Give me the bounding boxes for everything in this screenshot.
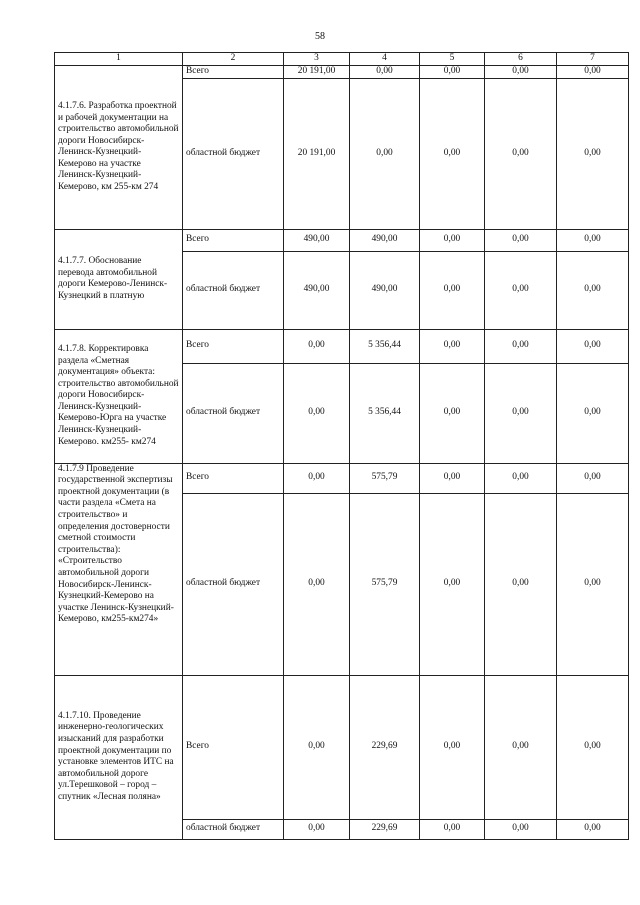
budget-table xyxy=(54,52,629,840)
value-cell: 0,00 xyxy=(485,675,557,819)
value-cell: 0,00 xyxy=(420,329,485,363)
budget-label: областной бюджет xyxy=(183,819,284,839)
total-label: Всего xyxy=(183,229,284,251)
budget-label: областной бюджет xyxy=(183,363,284,463)
total-label: Всего xyxy=(183,66,284,79)
value-cell: 0,00 xyxy=(350,66,420,79)
value-cell: 0,00 xyxy=(557,66,629,79)
value-cell: 0,00 xyxy=(557,675,629,819)
total-label: Всего xyxy=(183,675,284,819)
value-cell: 0,00 xyxy=(284,493,350,675)
table-row xyxy=(55,675,629,819)
value-cell: 575,79 xyxy=(350,493,420,675)
column-header: 4 xyxy=(350,53,420,66)
table-row xyxy=(55,463,629,493)
value-cell: 0,00 xyxy=(557,463,629,493)
value-cell: 0,00 xyxy=(420,78,485,229)
value-cell: 490,00 xyxy=(284,251,350,329)
value-cell: 0,00 xyxy=(557,229,629,251)
column-header: 5 xyxy=(420,53,485,66)
value-cell: 0,00 xyxy=(284,463,350,493)
value-cell: 0,00 xyxy=(350,78,420,229)
value-cell: 0,00 xyxy=(485,493,557,675)
value-cell: 0,00 xyxy=(557,819,629,839)
value-cell: 0,00 xyxy=(284,329,350,363)
budget-label: областной бюджет xyxy=(183,493,284,675)
value-cell: 0,00 xyxy=(420,819,485,839)
budget-label: областной бюджет xyxy=(183,251,284,329)
page-number: 58 xyxy=(315,31,325,42)
budget-label: областной бюджет xyxy=(183,78,284,229)
value-cell: 0,00 xyxy=(420,251,485,329)
value-cell: 229,69 xyxy=(350,675,420,819)
table-row xyxy=(55,229,629,251)
item-name: 4.1.7.9 Проведение государственной экспертизы проектной документации (в части раздела «Смета на строительство» и определения достоверности сметной стоимости строительства): «Строительство автомобильной дороги Новосибирск-Ленинск-Кузнецкий-Кемерово на участке Ленинск-Кузнецкий-Кемерово, км255-км274» xyxy=(55,463,183,675)
value-cell: 490,00 xyxy=(350,251,420,329)
table-row xyxy=(55,66,629,79)
item-name: 4.1.7.6. Разработка проектной и рабочей документации на строительство автомобильной дороги Новосибирск-Ленинск-Кузнецкий-Кемерово на участке Ленинск-Кузнецкий-Кемерово, км 255-км 274 xyxy=(55,66,183,230)
value-cell: 0,00 xyxy=(420,66,485,79)
value-cell: 5 356,44 xyxy=(350,363,420,463)
value-cell: 490,00 xyxy=(350,229,420,251)
header-row xyxy=(55,53,629,66)
column-header: 6 xyxy=(485,53,557,66)
value-cell: 0,00 xyxy=(485,229,557,251)
value-cell: 0,00 xyxy=(485,463,557,493)
value-cell: 0,00 xyxy=(485,78,557,229)
value-cell: 229,69 xyxy=(350,819,420,839)
value-cell: 0,00 xyxy=(485,251,557,329)
column-header: 7 xyxy=(557,53,629,66)
value-cell: 0,00 xyxy=(485,66,557,79)
value-cell: 20 191,00 xyxy=(284,66,350,79)
value-cell: 0,00 xyxy=(420,229,485,251)
value-cell: 0,00 xyxy=(485,819,557,839)
column-header: 3 xyxy=(284,53,350,66)
item-name: 4.1.7.10. Проведение инженерно-геологических изысканий для разработки проектной документации по установке элементов ИТС на автомобильной дороге ул.Терешковой – город – спутник «Лесная поляна» xyxy=(55,675,183,839)
value-cell: 0,00 xyxy=(485,363,557,463)
item-name: 4.1.7.8. Корректировка раздела «Сметная документация» объекта: строительство автомобильной дороги Новосибирск-Ленинск-Кузнецкий-Кемерово-Юрга на участке Ленинск-Кузнецкий-Кемерово. км255- км274 xyxy=(55,329,183,463)
value-cell: 0,00 xyxy=(557,251,629,329)
value-cell: 0,00 xyxy=(557,329,629,363)
value-cell: 0,00 xyxy=(284,363,350,463)
item-name: 4.1.7.7. Обоснование перевода автомобильной дороги Кемерово-Ленинск-Кузнецкий в платную xyxy=(55,229,183,329)
value-cell: 0,00 xyxy=(557,78,629,229)
value-cell: 0,00 xyxy=(557,363,629,463)
column-header: 2 xyxy=(183,53,284,66)
value-cell: 575,79 xyxy=(350,463,420,493)
value-cell: 0,00 xyxy=(420,675,485,819)
value-cell: 490,00 xyxy=(284,229,350,251)
column-header: 1 xyxy=(55,53,183,66)
value-cell: 0,00 xyxy=(420,463,485,493)
total-label: Всего xyxy=(183,463,284,493)
total-label: Всего xyxy=(183,329,284,363)
value-cell: 0,00 xyxy=(420,363,485,463)
value-cell: 20 191,00 xyxy=(284,78,350,229)
value-cell: 0,00 xyxy=(284,819,350,839)
value-cell: 0,00 xyxy=(557,493,629,675)
value-cell: 0,00 xyxy=(420,493,485,675)
value-cell: 0,00 xyxy=(485,329,557,363)
value-cell: 5 356,44 xyxy=(350,329,420,363)
table-row xyxy=(55,329,629,363)
value-cell: 0,00 xyxy=(284,675,350,819)
